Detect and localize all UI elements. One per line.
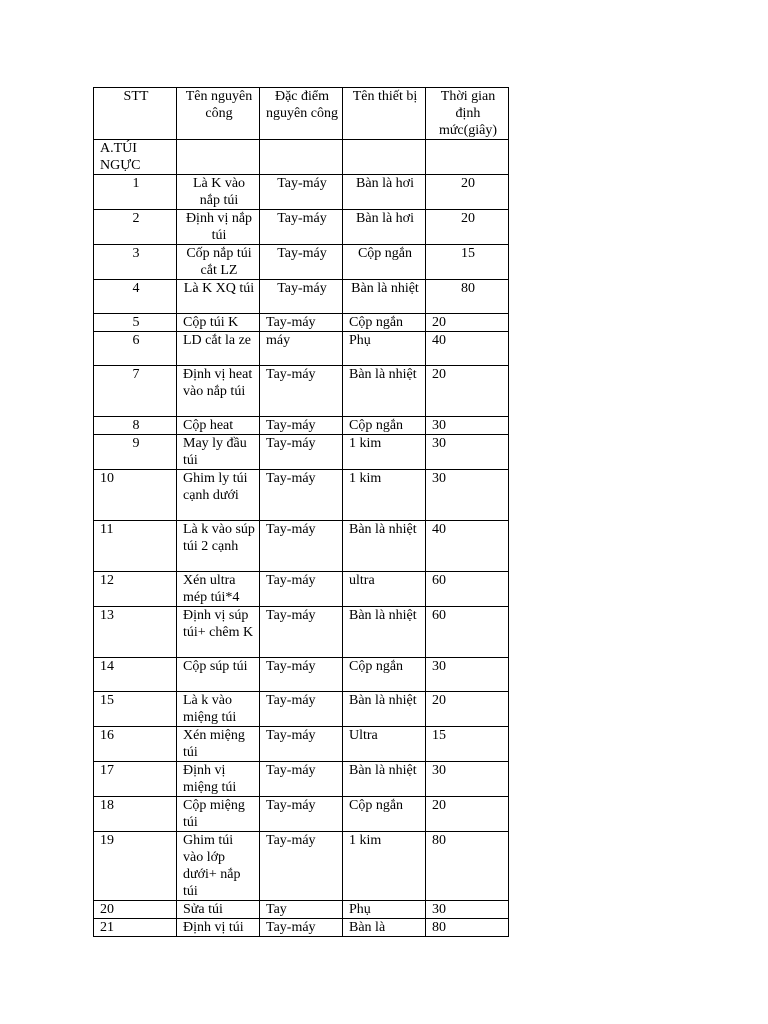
cell-standard-time: 80	[426, 832, 509, 901]
cell-operation-characteristic: Tay-máy	[260, 692, 343, 727]
cell-standard-time: 30	[426, 470, 509, 521]
cell-operation-name: Định vị túi	[177, 919, 260, 937]
cell-equipment-name: Bàn là hơi	[343, 210, 426, 245]
cell-stt: 9	[94, 435, 177, 470]
cell-equipment-name: Bàn là hơi	[343, 175, 426, 210]
table-row	[94, 245, 509, 280]
cell-operation-characteristic: Tay-máy	[260, 762, 343, 797]
cell-standard-time: 60	[426, 572, 509, 607]
cell-standard-time: 30	[426, 417, 509, 435]
cell-operation-characteristic: Tay-máy	[260, 572, 343, 607]
cell-operation-characteristic: Tay-máy	[260, 245, 343, 280]
cell-equipment-name: Bàn là	[343, 919, 426, 937]
cell-stt: 16	[94, 727, 177, 762]
cell-equipment-name: Bàn là nhiệt	[343, 692, 426, 727]
cell-standard-time: 30	[426, 658, 509, 692]
cell-operation-name: Cốp nắp túi cắt LZ	[177, 245, 260, 280]
cell-stt: 13	[94, 607, 177, 658]
cell-standard-time: 15	[426, 727, 509, 762]
cell-operation-characteristic: Tay-máy	[260, 417, 343, 435]
table-row	[94, 797, 509, 832]
cell-operation-characteristic: Tay-máy	[260, 607, 343, 658]
cell-operation-name: Cộp heat	[177, 417, 260, 435]
cell-operation-characteristic: Tay-máy	[260, 210, 343, 245]
cell-equipment-name: 1 kim	[343, 470, 426, 521]
cell-equipment-name: Bàn là nhiệt	[343, 280, 426, 314]
table-row	[94, 658, 509, 692]
cell-stt: 5	[94, 314, 177, 332]
cell-standard-time: 20	[426, 366, 509, 417]
cell-stt: 11	[94, 521, 177, 572]
cell-stt: 17	[94, 762, 177, 797]
cell-operation-name: Cộp súp túi	[177, 658, 260, 692]
cell-standard-time: 20	[426, 797, 509, 832]
cell-operation-name: Là k vào miệng túi	[177, 692, 260, 727]
cell-stt: 18	[94, 797, 177, 832]
cell-stt: 8	[94, 417, 177, 435]
header-operation-characteristic: Đặc điểm nguyên công	[260, 88, 343, 140]
cell-stt: 20	[94, 901, 177, 919]
cell-standard-time: 30	[426, 435, 509, 470]
cell-operation-name: Là K vào nắp túi	[177, 175, 260, 210]
empty-cell	[426, 140, 509, 175]
cell-operation-name: Ghim túi vào lớp dưới+ nắp túi	[177, 832, 260, 901]
cell-stt: 1	[94, 175, 177, 210]
cell-stt: 10	[94, 470, 177, 521]
cell-operation-characteristic: Tay-máy	[260, 366, 343, 417]
cell-standard-time: 30	[426, 901, 509, 919]
cell-operation-name: Xén miệng túi	[177, 727, 260, 762]
cell-stt: 4	[94, 280, 177, 314]
cell-stt: 19	[94, 832, 177, 901]
header-stt: STT	[94, 88, 177, 140]
table-row	[94, 280, 509, 314]
cell-stt: 2	[94, 210, 177, 245]
cell-stt: 14	[94, 658, 177, 692]
cell-standard-time: 80	[426, 280, 509, 314]
cell-equipment-name: Phụ	[343, 901, 426, 919]
cell-operation-name: Sửa túi	[177, 901, 260, 919]
cell-standard-time: 60	[426, 607, 509, 658]
cell-stt: 12	[94, 572, 177, 607]
cell-operation-characteristic: Tay-máy	[260, 919, 343, 937]
cell-operation-name: Định vị heat vào nắp túi	[177, 366, 260, 417]
cell-standard-time: 20	[426, 175, 509, 210]
table-row	[94, 727, 509, 762]
cell-equipment-name: Cộp ngắn	[343, 658, 426, 692]
header-operation-name: Tên nguyên công	[177, 88, 260, 140]
table-row	[94, 175, 509, 210]
cell-equipment-name: Cộp ngắn	[343, 245, 426, 280]
cell-standard-time: 40	[426, 332, 509, 366]
cell-equipment-name: 1 kim	[343, 832, 426, 901]
cell-operation-name: Định vị nắp túi	[177, 210, 260, 245]
cell-standard-time: 20	[426, 692, 509, 727]
table-row	[94, 435, 509, 470]
cell-operation-name: Là K XQ túi	[177, 280, 260, 314]
cell-operation-characteristic: Tay	[260, 901, 343, 919]
table-row	[94, 210, 509, 245]
cell-operation-name: Xén ultra mép túi*4	[177, 572, 260, 607]
cell-operation-characteristic: Tay-máy	[260, 658, 343, 692]
cell-standard-time: 40	[426, 521, 509, 572]
section-label: A.TÚI NGỰC	[94, 140, 177, 175]
cell-operation-characteristic: Tay-máy	[260, 727, 343, 762]
table-row	[94, 366, 509, 417]
cell-equipment-name: 1 kim	[343, 435, 426, 470]
cell-operation-name: Cộp miệng túi	[177, 797, 260, 832]
cell-operation-characteristic: Tay-máy	[260, 521, 343, 572]
table-row	[94, 314, 509, 332]
table-row	[94, 332, 509, 366]
cell-operation-characteristic: Tay-máy	[260, 832, 343, 901]
cell-standard-time: 15	[426, 245, 509, 280]
operations-table	[93, 87, 509, 937]
empty-cell	[177, 140, 260, 175]
cell-operation-name: Là k vào súp túi 2 cạnh	[177, 521, 260, 572]
cell-standard-time: 20	[426, 210, 509, 245]
cell-equipment-name: Cộp ngắn	[343, 314, 426, 332]
cell-operation-name: Cộp túi K	[177, 314, 260, 332]
cell-operation-characteristic: Tay-máy	[260, 435, 343, 470]
cell-stt: 6	[94, 332, 177, 366]
cell-stt: 3	[94, 245, 177, 280]
cell-equipment-name: Cộp ngắn	[343, 797, 426, 832]
cell-equipment-name: Cộp ngắn	[343, 417, 426, 435]
table-row	[94, 607, 509, 658]
cell-equipment-name: Bàn là nhiệt	[343, 366, 426, 417]
header-equipment-name: Tên thiết bị	[343, 88, 426, 140]
cell-operation-characteristic: Tay-máy	[260, 280, 343, 314]
cell-stt: 15	[94, 692, 177, 727]
cell-stt: 7	[94, 366, 177, 417]
cell-standard-time: 30	[426, 762, 509, 797]
cell-equipment-name: ultra	[343, 572, 426, 607]
cell-standard-time: 20	[426, 314, 509, 332]
cell-operation-name: Ghim ly túi cạnh dưới	[177, 470, 260, 521]
empty-cell	[343, 140, 426, 175]
table-row	[94, 919, 509, 937]
cell-operation-characteristic: Tay-máy	[260, 314, 343, 332]
cell-operation-name: Định vị súp túi+ chêm K	[177, 607, 260, 658]
cell-operation-characteristic: Tay-máy	[260, 470, 343, 521]
cell-operation-name: Định vị miệng túi	[177, 762, 260, 797]
table-row	[94, 901, 509, 919]
cell-operation-name: LD cắt la ze	[177, 332, 260, 366]
table-row	[94, 692, 509, 727]
cell-operation-name: May ly đầu túi	[177, 435, 260, 470]
header-row	[94, 88, 509, 140]
cell-operation-characteristic: Tay-máy	[260, 797, 343, 832]
table-row	[94, 470, 509, 521]
table-row	[94, 417, 509, 435]
cell-standard-time: 80	[426, 919, 509, 937]
section-row	[94, 140, 509, 175]
cell-equipment-name: Ultra	[343, 727, 426, 762]
cell-equipment-name: Bàn là nhiệt	[343, 521, 426, 572]
table-row	[94, 521, 509, 572]
cell-equipment-name: Bàn là nhiệt	[343, 762, 426, 797]
cell-operation-characteristic: máy	[260, 332, 343, 366]
table-row	[94, 572, 509, 607]
cell-stt: 21	[94, 919, 177, 937]
empty-cell	[260, 140, 343, 175]
header-standard-time: Thời gian định mức(giây)	[426, 88, 509, 140]
table-row	[94, 832, 509, 901]
cell-operation-characteristic: Tay-máy	[260, 175, 343, 210]
cell-equipment-name: Phụ	[343, 332, 426, 366]
table-row	[94, 762, 509, 797]
cell-equipment-name: Bàn là nhiệt	[343, 607, 426, 658]
